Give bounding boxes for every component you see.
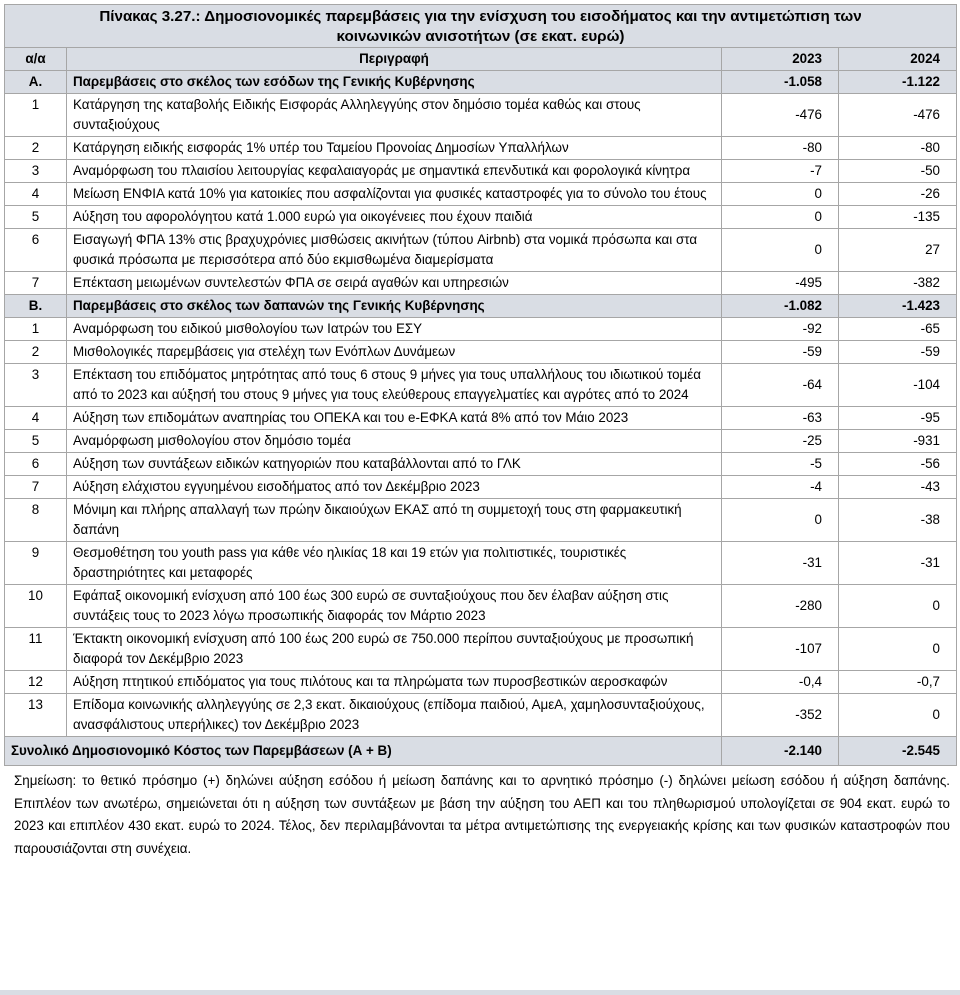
row-value-2023: -25 — [722, 430, 839, 453]
table-row — [5, 628, 957, 671]
row-value-2024: -104 — [839, 364, 957, 407]
row-value-2024: 0 — [839, 585, 957, 628]
row-value-2023: -92 — [722, 318, 839, 341]
row-num: 7 — [5, 272, 67, 295]
row-description: Κατάργηση της καταβολής Ειδικής Εισφοράς Αλληλεγγύης στον δημόσιο τομέα καθώς και στους συνταξιούχους — [67, 94, 722, 137]
total-2024: -2.545 — [839, 737, 957, 766]
row-description: Έκτακτη οικονομική ενίσχυση από 100 έως 200 ευρώ σε 750.000 περίπου συνταξιούχους με προσωπική διαφορά τον Δεκέμβριο 2023 — [67, 628, 722, 671]
table-row — [5, 206, 957, 229]
row-value-2023: -80 — [722, 137, 839, 160]
row-value-2023: -107 — [722, 628, 839, 671]
row-num: 3 — [5, 364, 67, 407]
table-title-row — [5, 5, 957, 48]
row-value-2024: -931 — [839, 430, 957, 453]
row-description: Αύξηση του αφορολόγητου κατά 1.000 ευρώ για οικογένειες που έχουν παιδιά — [67, 206, 722, 229]
header-num: α/α — [5, 48, 67, 71]
section-a-body — [5, 71, 957, 295]
row-num: 2 — [5, 341, 67, 364]
row-description: Μισθολογικές παρεμβάσεις για στελέχη των Ενόπλων Δυνάμεων — [67, 341, 722, 364]
row-value-2024: -31 — [839, 542, 957, 585]
row-value-2024: -59 — [839, 341, 957, 364]
table-row — [5, 430, 957, 453]
section-b-2024: -1.423 — [839, 295, 957, 318]
section-a-2023: -1.058 — [722, 71, 839, 94]
row-value-2023: -31 — [722, 542, 839, 585]
row-num: 11 — [5, 628, 67, 671]
table-row — [5, 229, 957, 272]
total-2023: -2.140 — [722, 737, 839, 766]
row-description: Αύξηση πτητικού επιδόματος για τους πιλότους και τα πληρώματα των πυροσβεστικών αεροσκαφών — [67, 671, 722, 694]
row-num: 10 — [5, 585, 67, 628]
table-title-line-1: Πίνακας 3.27.: Δημοσιονομικές παρεμβάσεις για την ενίσχυση του εισοδήματος και την αντιμετώπιση των — [99, 8, 862, 25]
section-a-row — [5, 71, 957, 94]
row-value-2024: 0 — [839, 694, 957, 737]
row-description: Αύξηση ελάχιστου εγγυημένου εισοδήματος από τον Δεκέμβριο 2023 — [67, 476, 722, 499]
section-b-2023: -1.082 — [722, 295, 839, 318]
section-b-code: Β. — [5, 295, 67, 318]
row-value-2024: -135 — [839, 206, 957, 229]
table-title — [5, 5, 957, 48]
row-value-2023: -352 — [722, 694, 839, 737]
row-description: Θεσμοθέτηση του youth pass για κάθε νέο ηλικίας 18 και 19 ετών για πολιτιστικές, τουριστικές δραστηριότητες και μεταφορές — [67, 542, 722, 585]
header-description: Περιγραφή — [67, 48, 722, 71]
row-description: Κατάργηση ειδικής εισφοράς 1% υπέρ του Ταμείου Προνοίας Δημοσίων Υπαλλήλων — [67, 137, 722, 160]
row-value-2023: -0,4 — [722, 671, 839, 694]
row-num: 6 — [5, 453, 67, 476]
table-row — [5, 585, 957, 628]
section-b-body — [5, 295, 957, 737]
table-row — [5, 407, 957, 430]
total-label: Συνολικό Δημοσιονομικό Κόστος των Παρεμβάσεων (Α + Β) — [5, 737, 722, 766]
row-num: 12 — [5, 671, 67, 694]
header-2023: 2023 — [722, 48, 839, 71]
section-b-label: Παρεμβάσεις στο σκέλος των δαπανών της Γενικής Κυβέρνησης — [67, 295, 722, 318]
table-row — [5, 160, 957, 183]
row-value-2023: -7 — [722, 160, 839, 183]
row-value-2023: -280 — [722, 585, 839, 628]
row-value-2023: -64 — [722, 364, 839, 407]
row-description: Αναμόρφωση του πλαισίου λειτουργίας κεφαλαιαγοράς με σημαντικά επενδυτικά και φορολογικά κίνητρα — [67, 160, 722, 183]
row-description: Αναμόρφωση μισθολογίου στον δημόσιο τομέα — [67, 430, 722, 453]
row-value-2023: 0 — [722, 229, 839, 272]
table-row — [5, 183, 957, 206]
table-row — [5, 453, 957, 476]
measures-table — [4, 4, 957, 766]
row-value-2024: 27 — [839, 229, 957, 272]
header-row — [5, 48, 957, 71]
row-num: 2 — [5, 137, 67, 160]
total-row — [5, 737, 957, 766]
row-description: Επέκταση του επιδόματος μητρότητας από τους 6 στους 9 μήνες για τους υπαλλήλους του ιδιωτικού τομέα από το 2023 και αύξησή του στους 9 μήνες για τους ελεύθερους επαγγελματίες και αγρότες από το 2024 — [67, 364, 722, 407]
footnote: Σημείωση: το θετικό πρόσημο (+) δηλώνει αύξηση εσόδου ή μείωση δαπάνης και το αρνητικό πρόσημο (-) δηλώνει μείωση εσόδου ή αύξηση δαπάνης. Επιπλέον των ανωτέρω, σημειώνεται ότι η αύξηση των συντάξεων με βάση την αύξηση του ΑΕΠ και του πληθωρισμού υπολογίζεται σε 904 εκατ. ευρώ το 2023 και επιπλέον 430 εκατ. ευρώ το 2024. Τέλος, δεν περιλαμβάνονται τα μέτρα αντιμετώπισης της ενεργειακής κρίσης και των φυσικών καταστροφών που παρουσιάζονται στη συνέχεια. — [14, 773, 950, 856]
table-row — [5, 94, 957, 137]
row-value-2024: 0 — [839, 628, 957, 671]
table-row — [5, 671, 957, 694]
row-num: 4 — [5, 183, 67, 206]
row-value-2024: -382 — [839, 272, 957, 295]
row-num: 1 — [5, 94, 67, 137]
row-num: 5 — [5, 430, 67, 453]
bottom-bar — [0, 990, 960, 995]
row-description: Εφάπαξ οικονομική ενίσχυση από 100 έως 300 ευρώ σε συνταξιούχους που δεν έλαβαν αύξηση στις συντάξεις τους το 2023 λόγω προσωπικής διαφοράς τον Μάρτιο 2023 — [67, 585, 722, 628]
section-a-2024: -1.122 — [839, 71, 957, 94]
row-value-2024: -38 — [839, 499, 957, 542]
header-2024: 2024 — [839, 48, 957, 71]
row-value-2024: -0,7 — [839, 671, 957, 694]
row-value-2024: -65 — [839, 318, 957, 341]
row-num: 1 — [5, 318, 67, 341]
row-value-2023: -63 — [722, 407, 839, 430]
row-num: 13 — [5, 694, 67, 737]
section-a-code: Α. — [5, 71, 67, 94]
row-description: Επέκταση μειωμένων συντελεστών ΦΠΑ σε σειρά αγαθών και υπηρεσιών — [67, 272, 722, 295]
row-value-2024: -26 — [839, 183, 957, 206]
table-row — [5, 542, 957, 585]
row-value-2023: 0 — [722, 206, 839, 229]
row-description: Αναμόρφωση του ειδικού μισθολογίου των Ιατρών του ΕΣΥ — [67, 318, 722, 341]
row-num: 9 — [5, 542, 67, 585]
row-num: 3 — [5, 160, 67, 183]
table-row — [5, 341, 957, 364]
table-row — [5, 318, 957, 341]
row-value-2024: -50 — [839, 160, 957, 183]
row-num: 6 — [5, 229, 67, 272]
table-row — [5, 272, 957, 295]
table-row — [5, 499, 957, 542]
row-description: Επίδομα κοινωνικής αλληλεγγύης σε 2,3 εκατ. δικαιούχους (επίδομα παιδιού, ΑμεΑ, χαμηλοσυνταξιούχους, ανασφάλιστους υπερήλικες) τον Δεκέμβριο 2023 — [67, 694, 722, 737]
row-description: Μείωση ΕΝΦΙΑ κατά 10% για κατοικίες που ασφαλίζονται για φυσικές καταστροφές για το σύνολο του έτους — [67, 183, 722, 206]
row-num: 8 — [5, 499, 67, 542]
row-value-2023: -59 — [722, 341, 839, 364]
table-row — [5, 694, 957, 737]
row-value-2023: 0 — [722, 183, 839, 206]
row-value-2024: -80 — [839, 137, 957, 160]
row-value-2023: -495 — [722, 272, 839, 295]
row-value-2023: -5 — [722, 453, 839, 476]
row-description: Εισαγωγή ΦΠΑ 13% στις βραχυχρόνιες μισθώσεις ακινήτων (τύπου Airbnb) στα νομικά πρόσωπα και στα φυσικά πρόσωπα με περισσότερα από δύο εκμισθωμένα διαμερίσματα — [67, 229, 722, 272]
table-row — [5, 476, 957, 499]
row-description: Μόνιμη και πλήρης απαλλαγή των πρώην δικαιούχων ΕΚΑΣ από τη συμμετοχή τους στη φαρμακευτική δαπάνη — [67, 499, 722, 542]
row-value-2023: -4 — [722, 476, 839, 499]
section-b-row — [5, 295, 957, 318]
table-row — [5, 364, 957, 407]
table-row — [5, 137, 957, 160]
row-description: Αύξηση των επιδομάτων αναπηρίας του ΟΠΕΚΑ και του e-ΕΦΚΑ κατά 8% από τον Μάιο 2023 — [67, 407, 722, 430]
row-num: 5 — [5, 206, 67, 229]
row-value-2024: -476 — [839, 94, 957, 137]
table-title-line-2: κοινωνικών ανισοτήτων (σε εκατ. ευρώ) — [336, 28, 625, 45]
row-value-2024: -56 — [839, 453, 957, 476]
row-value-2024: -43 — [839, 476, 957, 499]
row-value-2024: -95 — [839, 407, 957, 430]
row-num: 7 — [5, 476, 67, 499]
row-num: 4 — [5, 407, 67, 430]
row-value-2023: 0 — [722, 499, 839, 542]
section-a-label: Παρεμβάσεις στο σκέλος των εσόδων της Γενικής Κυβέρνησης — [67, 71, 722, 94]
row-description: Αύξηση των συντάξεων ειδικών κατηγοριών που καταβάλλονται από το ΓΛΚ — [67, 453, 722, 476]
row-value-2023: -476 — [722, 94, 839, 137]
